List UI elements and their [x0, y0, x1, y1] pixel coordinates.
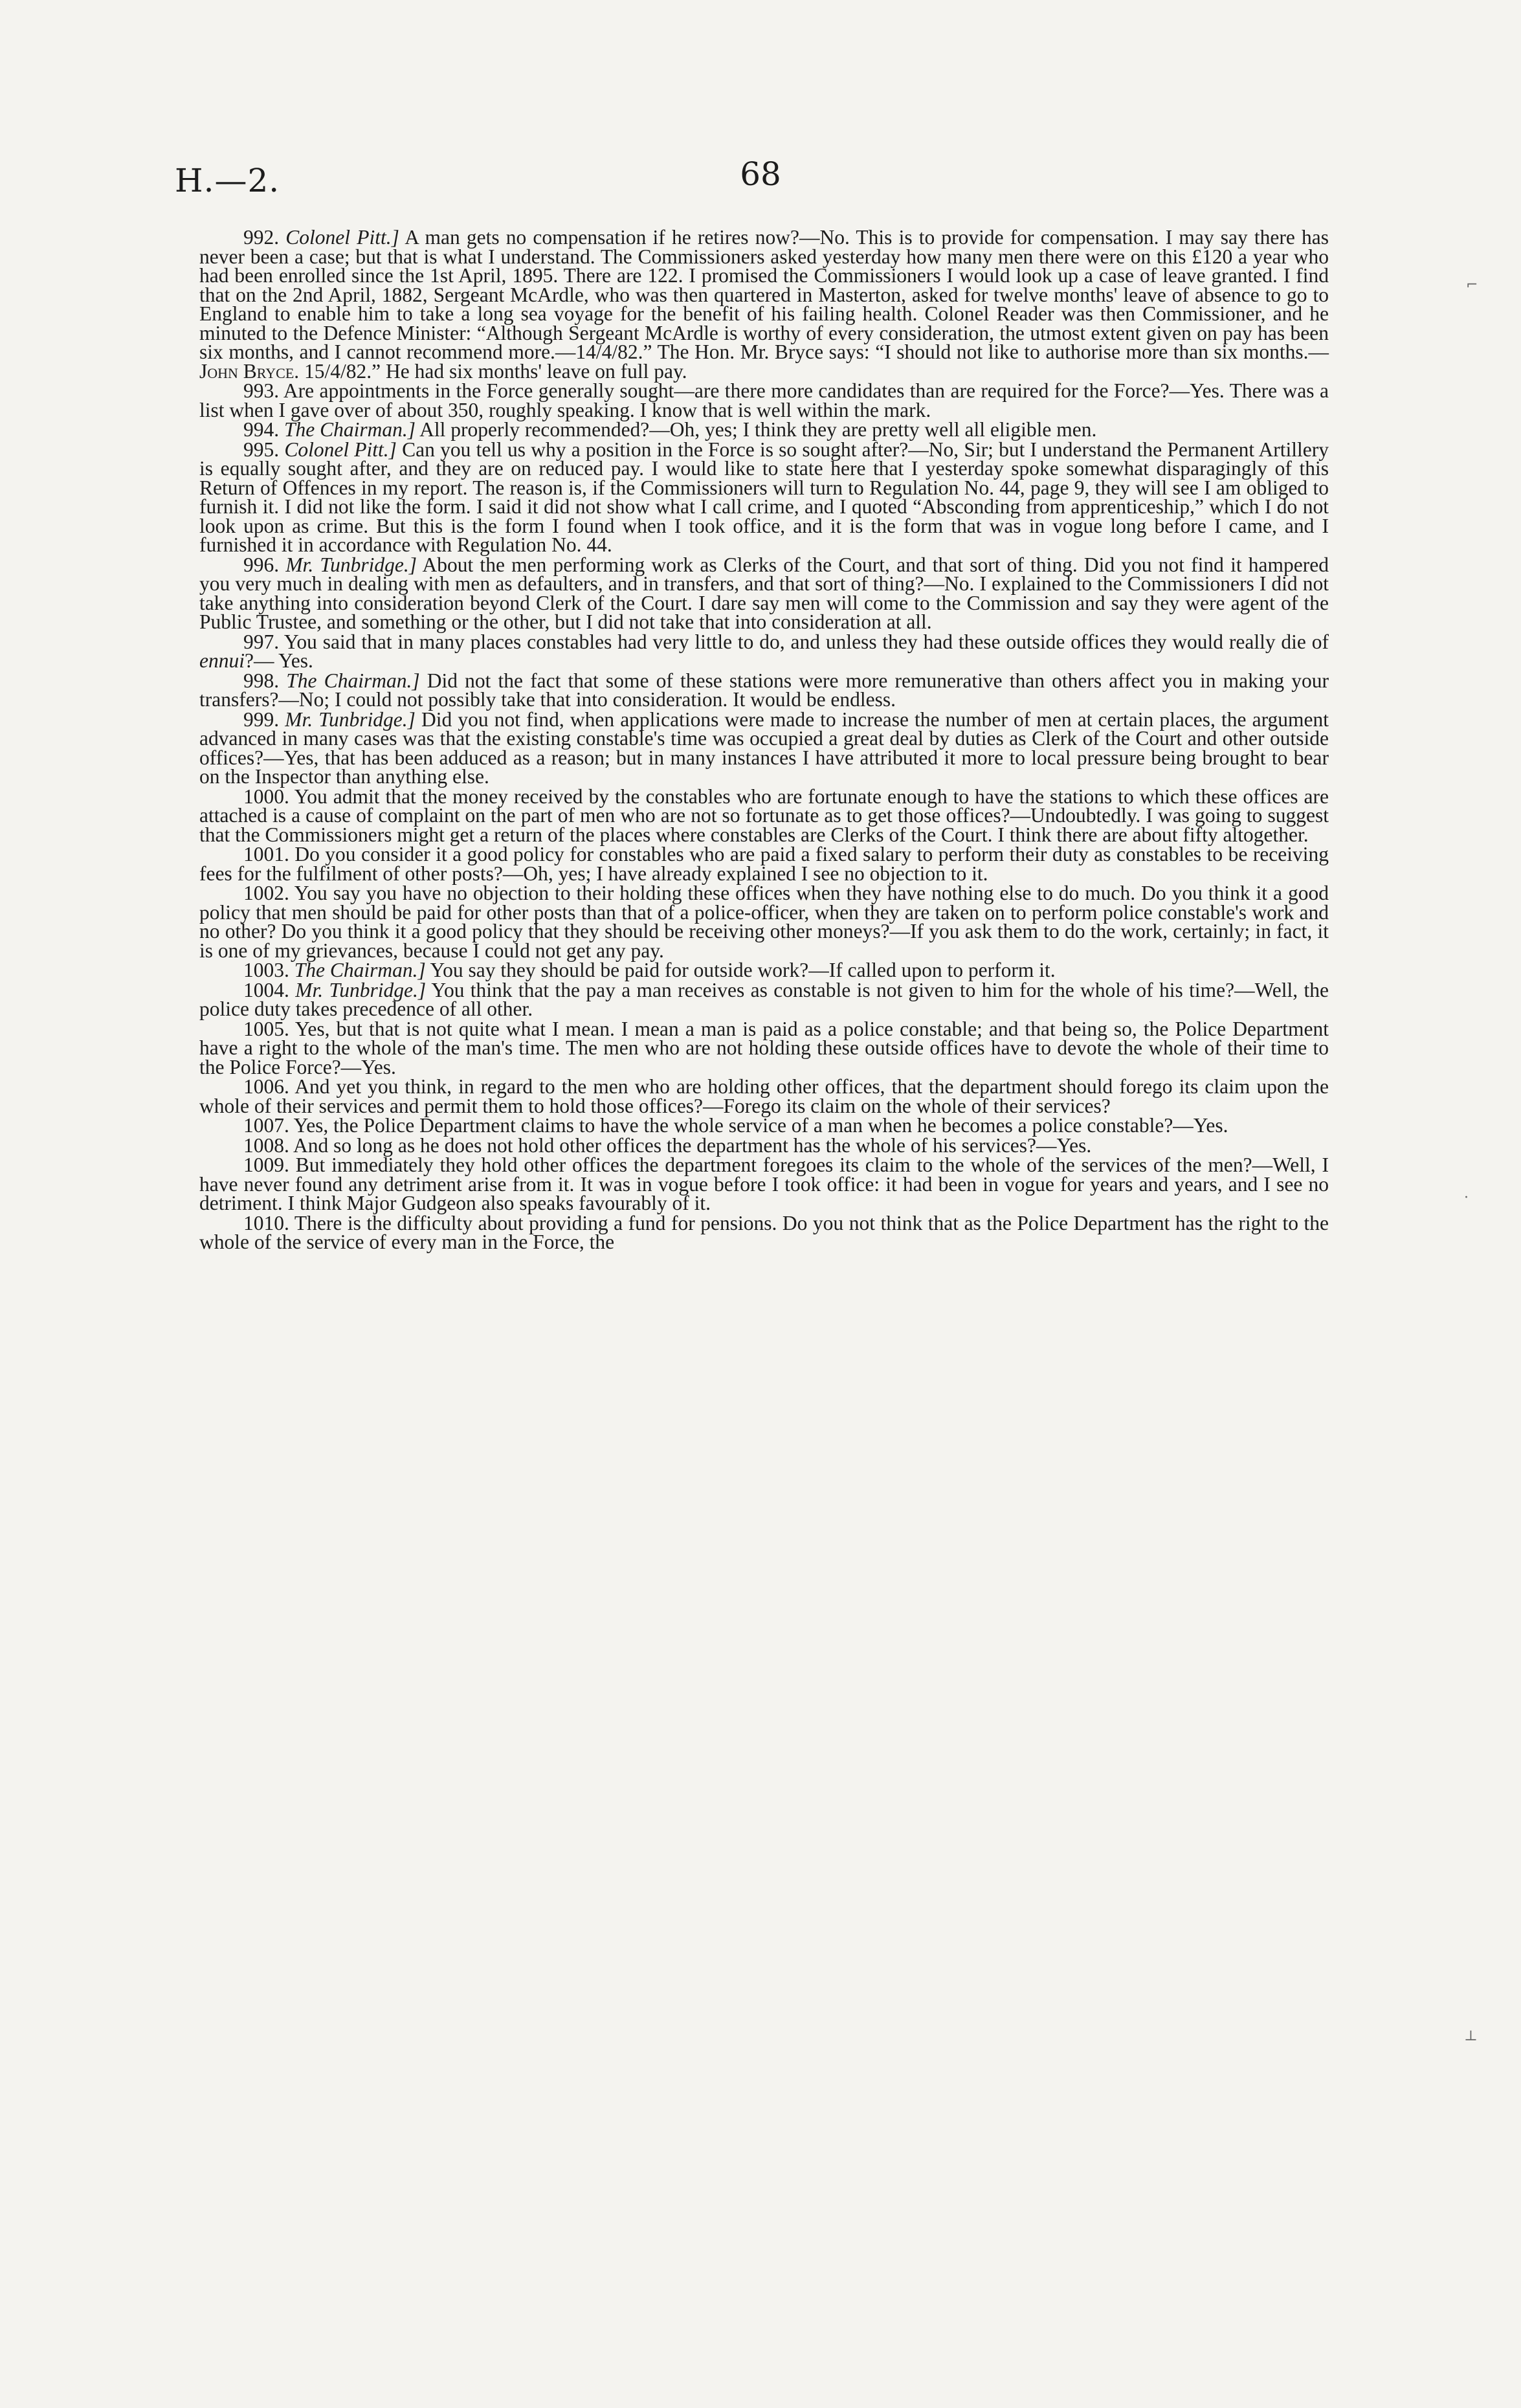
para-text: Are appointments in the Force generally sought—are there more candidates than are required for the Force?—Yes. There was a list when I gave over of about 350, roughly speaking. I know that is well within the mark.	[199, 379, 1329, 421]
paragraph-1008	[199, 1133, 1329, 1157]
para-number: 1000.	[243, 785, 289, 808]
paragraph-995	[199, 440, 1329, 555]
para-text: Did not the fact that some of these stations were more remunerative than others affect you in making your transfers?—No; I could not possibly take that into consideration. It would be endless.	[199, 669, 1329, 711]
para-number: 1001.	[243, 843, 289, 865]
paragraph-1002	[199, 884, 1329, 960]
speaker: Colonel Pitt.]	[285, 226, 399, 249]
paragraph-1009	[199, 1155, 1329, 1213]
speaker: The Chairman.]	[284, 418, 416, 441]
para-number: 995.	[243, 438, 280, 461]
para-number: 996.	[243, 553, 280, 576]
para-number: 1004.	[243, 978, 289, 1001]
para-text: Yes, but that is not quite what I mean. I mean a man is paid as a police constable; and that being so, the Police Department have a right to the whole of the man's time. The men who are not holding these outside offices have to devote the whole of their time to the Police Force?—Yes.	[199, 1017, 1329, 1078]
para-text: All properly recommended?—Oh, yes; I think they are pretty well all eligible men.	[419, 418, 1097, 441]
para-text: Did you not find, when applications were made to increase the number of men at certain places, the argument advanced in many cases was that the existing constable's time was occupied a great deal by duties as Clerk of the Court and other outside offices?—Yes, that has been adduced as a reason; but in many instances I have attributed it more to local pressure being brought to bear on the Inspector than anything else.	[199, 708, 1329, 788]
para-number: 1002.	[243, 882, 289, 904]
paragraph-997	[199, 632, 1329, 671]
paragraph-998	[199, 671, 1329, 709]
para-number: 1008.	[243, 1133, 289, 1157]
para-text: You said that in many places constables had very little to do, and unless they had these outside offices they would really die of	[283, 630, 1329, 653]
para-text: Can you tell us why a position in the Force is so sought after?—No, Sir; but I understand the Permanent Artillery is equally sought after, and they are on reduced pay. I would like to state here that I yesterday spoke somewhat disparagingly of this Return of Offences in my report. The reason is, if the Commissioners will turn to Regulation No. 44, page 9, they will see I am obliged to furnish it. I did not like the form. I said it did not show what I call crime, and I quoted “Absconding from apprenticeship,” which I do not look upon as crime. But this is the form I found when I took office, and it is the form that was in vogue long before I came, and I furnished it in accordance with Regulation No. 44.	[199, 438, 1329, 556]
speaker: The Chairman.]	[294, 959, 426, 981]
paragraph-1001	[199, 845, 1329, 883]
para-number: 1003.	[243, 959, 289, 981]
para-text: Yes, the Police Department claims to have the whole service of a man when he becomes a police constable?—Yes.	[293, 1114, 1228, 1137]
para-text: There is the difficulty about providing a fund for pensions. Do you not think that as the Police Department has the right to the whole of the service of every man in the Force, the	[199, 1211, 1329, 1253]
para-text: You think that the pay a man receives as constable is not given to him for the whole of his time?—Well, the police duty takes precedence of all other.	[199, 978, 1329, 1020]
para-text-after: ?— Yes.	[244, 649, 313, 672]
para-number: 999.	[243, 708, 280, 731]
para-number: 1007.	[243, 1114, 289, 1137]
paragraph-1010	[199, 1211, 1329, 1253]
para-number: 997.	[243, 630, 280, 653]
para-text: A man gets no compensation if he retires now?—No. This is to provide for compensation. I may say there has never been a case; but that is what I understand. The Commissioners asked yesterday how many men there were on this £120 a year who had been enrolled since the 1st April, 1895. There are 122. I promised the Commissioners I would look up a case of leave granted. I find that on the 2nd April, 1882, Sergeant McArdle, who was then quartered in Masterton, asked for twelve months' leave of absence to go to England to enable him to take a long sea voyage for the benefit of his failing health. Colonel Reader was then Commissioner, and he minuted to the Defence Minister: “Although Sergeant McArdle is worthy of every consideration, the utmost extent given on pay has been six months, and I cannot recommend more.—14/4/82.” The Hon. Mr. Bryce says: “I should not like to authorise more than six months.—	[199, 226, 1329, 363]
paragraph-994	[199, 420, 1329, 440]
margin-mark: ⊥	[1464, 2028, 1478, 2044]
margin-mark: ⌐	[1466, 277, 1478, 293]
margin-mark: ·	[1464, 1190, 1469, 1206]
paragraph-1004	[199, 978, 1329, 1020]
para-text: And yet you think, in regard to the men who are holding other offices, that the department should forego its claim upon the whole of their services and permit them to hold those offices?—Forego its claim on the whole of their services?	[199, 1075, 1329, 1117]
para-text: And so long as he does not hold other offices the department has the whole of his services?—Yes.	[293, 1133, 1092, 1157]
paragraph-1005	[199, 1017, 1329, 1078]
para-text: But immediately they hold other offices the department foregoes its claim to the whole of the services of the men?—Well, I have never found any detriment arise from it. It was in vogue before I took office: it had been in vogue for years and years, and I see no detriment. I think Major Gudgeon also speaks favourably of it.	[199, 1154, 1329, 1214]
paragraph-1007	[199, 1116, 1329, 1135]
page-body	[199, 228, 1329, 1253]
speaker: Mr. Tunbridge.]	[295, 978, 427, 1001]
paragraph-999	[199, 710, 1329, 786]
para-number: 1005.	[243, 1017, 289, 1040]
speaker: Mr. Tunbridge.]	[285, 708, 416, 731]
paragraph-1000	[199, 787, 1329, 845]
paragraph-1003	[199, 961, 1329, 980]
paragraph-993	[199, 381, 1329, 419]
paragraph-1006	[199, 1077, 1329, 1115]
para-number: 1009.	[243, 1154, 289, 1176]
para-text: You admit that the money received by the constables who are fortunate enough to have the stations to which these offices are attached is a cause of complaint on the part of men who are not so fortunate as to get those offices?—Undoubtedly. I was going to suggest that the Commissioners might get a return of the places where constables are Clerks of the Court. I think there are about fifty altogether.	[199, 785, 1329, 846]
para-text: Do you consider it a good policy for constables who are paid a fixed salary to perform their duty as constables to be receiving fees for the fulfilment of other posts?—Oh, yes; I have already explained I see no objection to it.	[199, 843, 1329, 885]
para-text: You say you have no objection to their holding these offices when they have nothing else to do much. Do you think it a good policy that men should be paid for other posts than that of a police-officer, when they are taken on to perform police constable's work and no other? Do you think it a good policy that they should be receiving other moneys?—If you ask them to do the work, certainly; in fact, it is one of my grievances, because I could not get any pay.	[199, 882, 1329, 962]
para-number: 993.	[243, 379, 280, 402]
para-text-tail: 15/4/82.” He had six months' leave on full pay.	[299, 359, 687, 383]
document-reference: H.—2.	[175, 162, 280, 199]
para-number: 1006.	[243, 1075, 289, 1098]
para-text: About the men performing work as Clerks of the Court, and that sort of thing. Did you not find it hampered you very much in dealing with men as defaulters, and in transfers, and that sort of thing?—No. I explained to the Commissioners I did not take anything into consideration beyond Clerk of the Court. I dare say men will come to the Commission and say they were agent of the Public Trustee, and something or the other, but I did not take that into consideration at all.	[199, 553, 1329, 633]
speaker: The Chairman.]	[286, 669, 420, 692]
page-number: 68	[740, 155, 781, 193]
italic-word: ennui	[199, 649, 245, 672]
speaker: Colonel Pitt.]	[284, 438, 397, 461]
para-number: 998.	[243, 669, 280, 692]
para-number: 994.	[243, 418, 280, 441]
para-number: 992.	[243, 226, 280, 249]
para-text: You say they should be paid for outside work?—If called upon to perform it.	[430, 959, 1056, 981]
signature-name: John Bryce.	[199, 359, 300, 383]
speaker: Mr. Tunbridge.]	[285, 553, 417, 576]
paragraph-992	[199, 228, 1329, 381]
para-number: 1010.	[243, 1211, 289, 1234]
page-header	[175, 155, 1346, 207]
paragraph-996	[199, 555, 1329, 632]
